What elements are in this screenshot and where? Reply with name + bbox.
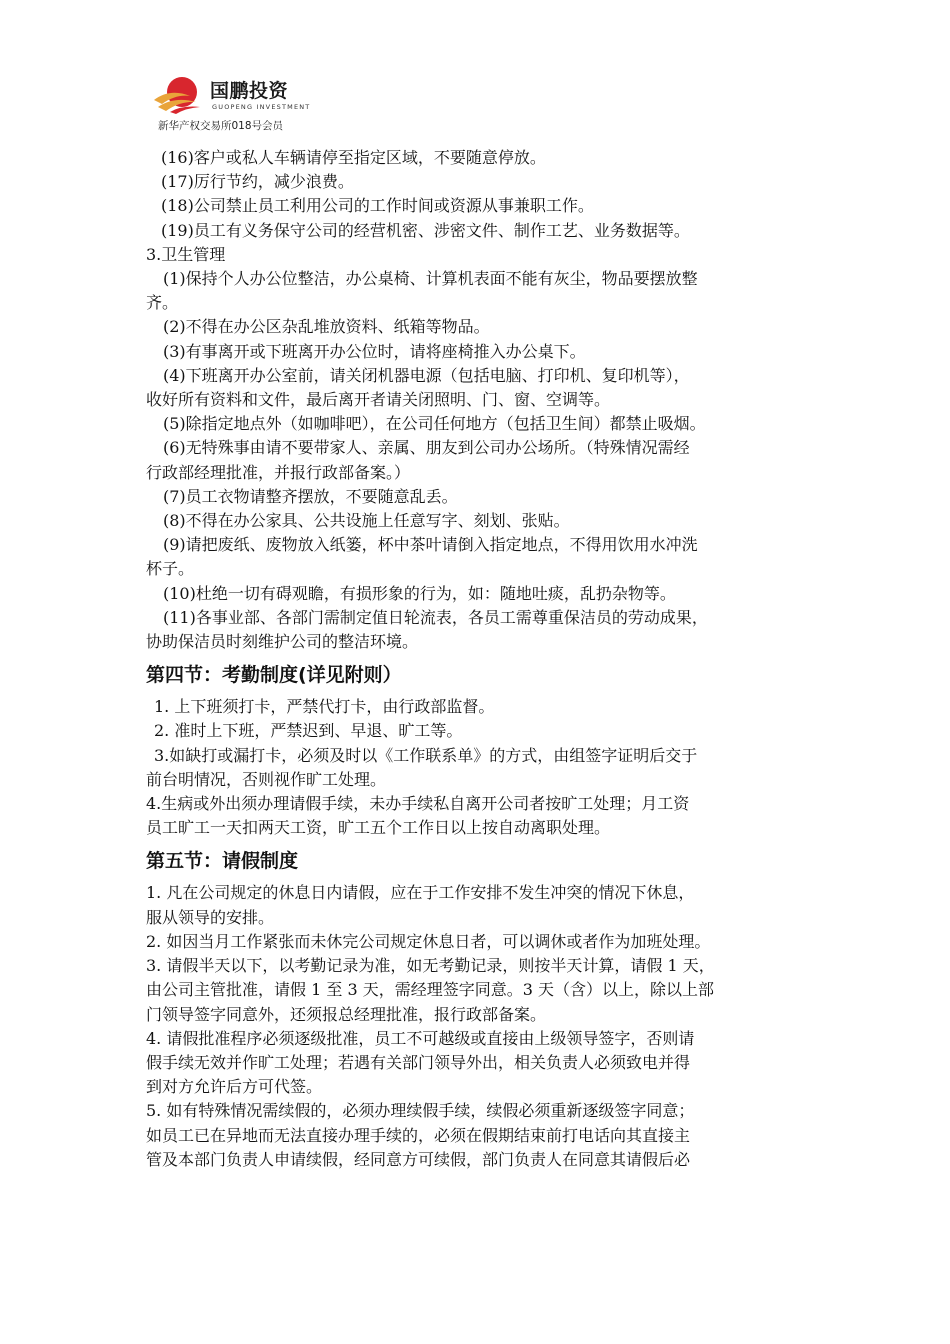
rule-16: (16)客户或私人车辆请停至指定区域，不要随意停放。: [161, 148, 546, 167]
section-5-heading: 第五节：请假制度: [146, 850, 299, 873]
attendance-item-3-cont: 前台明情况，否则视作旷工处理。: [146, 769, 387, 789]
rule-17: (17)厉行节约，减少浪费。: [161, 172, 354, 192]
logo-subtitle: 新华产权交易所018号会员: [158, 120, 284, 132]
leave-item-3-cont-2: 门领导签字同意外，还须报总经理批准，报行政部备案。: [146, 1004, 547, 1024]
hygiene-item-7: (7)员工衣物请整齐摆放，不要随意乱丢。: [163, 486, 458, 506]
hygiene-item-1-cont: 齐。: [146, 293, 179, 313]
leave-item-4-cont: 假手续无效并作旷工处理；若遇有关部门领导外出，相关负责人必须致电并得: [146, 1052, 691, 1072]
leave-item-5-cont: 如员工已在异地而无法直接办理手续的，必须在假期结束前打电话向其直接主: [146, 1125, 691, 1145]
leave-item-5: 5. 如有特殊情况需续假的，必须办理续假手续，续假必须重新逐级签字同意；: [146, 1101, 695, 1121]
leave-item-5-cont-2: 管及本部门负责人申请续假，经同意方可续假，部门负责人在同意其请假后必: [146, 1149, 691, 1169]
hygiene-item-4: (4)下班离开办公室前，请关闭机器电源（包括电脑、打印机、复印机等），: [163, 365, 690, 385]
hygiene-item-10: (10)杜绝一切有碍观瞻，有损形象的行为，如：随地吐痰，乱扔杂物等。: [163, 583, 676, 603]
logo-name: 国鹏投资: [210, 80, 289, 102]
hygiene-item-11: (11)各事业部、各部门需制定值日轮流表，各员工需尊重保洁员的劳动成果，: [163, 607, 708, 627]
hygiene-title: 3.卫生管理: [146, 244, 226, 264]
leave-item-2: 2. 如因当月工作紧张而未休完公司规定休息日者，可以调休或者作为加班处理。: [146, 931, 711, 951]
hygiene-item-4-cont: 收好所有资料和文件，最后离开者请关闭照明、门、窗、空调等。: [146, 390, 611, 410]
hygiene-item-3: (3)有事离开或下班离开办公位时，请将座椅推入办公桌下。: [163, 341, 586, 361]
attendance-item-2: 2. 准时上下班，严禁迟到、早退、旷工等。: [154, 721, 463, 741]
section-4-heading: 第四节：考勤制度(详见附则）: [146, 664, 402, 687]
rule-18: (18)公司禁止员工利用公司的工作时间或资源从事兼职工作。: [161, 196, 594, 216]
leave-item-4: 4. 请假批准程序必须逐级批准，员工不可越级或直接由上级领导签字，否则请: [146, 1028, 695, 1048]
hygiene-item-5: (5)除指定地点外（如咖啡吧），在公司任何地方（包括卫生间）都禁止吸烟。: [163, 414, 706, 434]
hygiene-item-2: (2)不得在办公区杂乱堆放资料、纸箱等物品。: [163, 317, 490, 337]
attendance-item-4: 4.生病或外出须办理请假手续，未办手续私自离开公司者按旷工处理；月工资: [146, 794, 690, 814]
rule-19: (19)员工有义务保守公司的经营机密、涉密文件、制作工艺、业务数据等。: [161, 220, 690, 240]
leave-item-4-cont-2: 到对方允许后方可代签。: [146, 1077, 323, 1097]
attendance-item-4-cont: 员工旷工一天扣两天工资，旷工五个工作日以上按自动离职处理。: [146, 818, 611, 838]
leave-item-1-cont: 服从领导的安排。: [146, 907, 275, 927]
company-logo: [152, 72, 311, 134]
guopeng-logo-icon: [152, 74, 208, 114]
hygiene-item-9: (9)请把废纸、废物放入纸篓，杯中茶叶请倒入指定地点，不得用饮用水冲洗: [163, 535, 698, 555]
document-body: [146, 146, 814, 1172]
logo-english-name: GUOPENG INVESTMENT: [212, 103, 311, 111]
attendance-item-3: 3.如缺打或漏打卡，必须及时以《工作联系单》的方式，由组签字证明后交于: [154, 745, 698, 765]
hygiene-item-6: (6)无特殊事由请不要带家人、亲属、朋友到公司办公场所。（特殊情况需经: [163, 438, 690, 458]
hygiene-item-6-cont: 行政部经理批准，并报行政部备案。）: [146, 462, 411, 482]
leave-item-3-cont: 由公司主管批准，请假 1 至 3 天，需经理签字同意。3 天（含）以上，除以上部: [146, 980, 714, 1000]
hygiene-item-11-cont: 协助保洁员时刻维护公司的整洁环境。: [146, 632, 419, 652]
hygiene-item-1: (1)保持个人办公位整洁，办公桌椅、计算机表面不能有灰尘，物品要摆放整: [163, 269, 698, 289]
leave-item-3: 3. 请假半天以下，以考勤记录为准，如无考勤记录，则按半天计算，请假 1 天，: [146, 956, 715, 976]
leave-item-1: 1. 凡在公司规定的休息日内请假，应在于工作安排不发生冲突的情况下休息，: [146, 883, 695, 903]
attendance-item-1: 1. 上下班须打卡，严禁代打卡，由行政部监督。: [154, 697, 495, 717]
hygiene-item-8: (8)不得在办公家具、公共设施上任意写字、刻划、张贴。: [163, 511, 570, 531]
hygiene-item-9-cont: 杯子。: [146, 559, 195, 579]
